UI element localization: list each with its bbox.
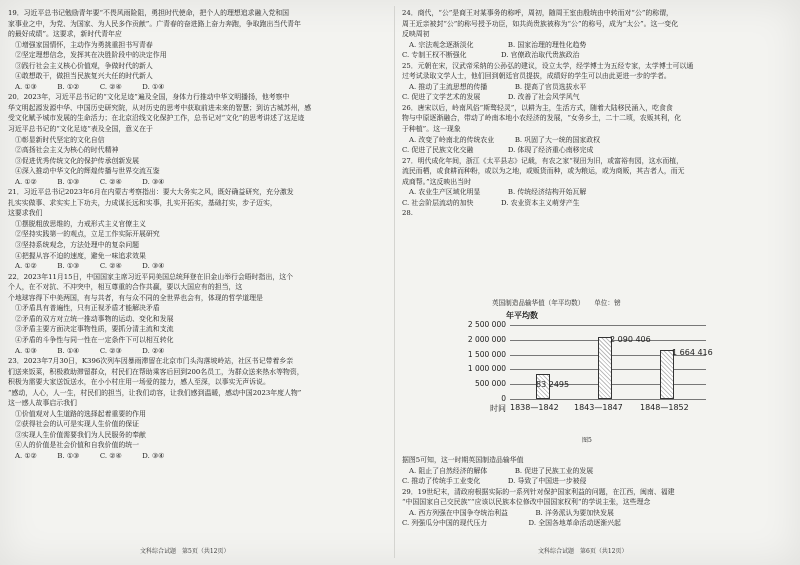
right-page-bottom bbox=[402, 455, 787, 529]
question-stem-line: 27．明代成化年间，浙江《太平县志》记载，有农之家“视田为旧，或富裕有园，这水而植， bbox=[402, 156, 684, 165]
y-axis-title: 年平均数 bbox=[506, 311, 538, 320]
question-stem-line: 21．习近平总书记2023年6月在内蒙古考察指出：要大大务实之风，既好确益研究，充分激发 bbox=[8, 188, 294, 197]
statement-line: ①增强家国情怀，主动作为勇挑重担书写青春 bbox=[15, 40, 153, 49]
text-line: 据图5可知，这一时期英国制造品输华值 bbox=[402, 456, 524, 464]
y-tick-label: 0 bbox=[501, 394, 506, 403]
answer-options-line: A. 西方列强在中国争夺统治利益 B. 洋务派认为要加快发展 bbox=[409, 508, 614, 517]
text-line: 个地球容得下中美两国，有与共者，有与众不同的全世界也会有，体现的哲学道理是 bbox=[8, 293, 263, 302]
statement-line: ②获得社会的认可是实现人生价值的保证 bbox=[15, 420, 140, 429]
question-stem-line: 28. bbox=[402, 209, 413, 218]
page-divider bbox=[394, 6, 395, 558]
x-category-label: 1843—1847 bbox=[574, 403, 623, 412]
y-tick-label: 500 000 bbox=[474, 379, 506, 389]
answer-options-line: A. ①② B. ①③ C. ②④ D. ③④ bbox=[15, 262, 165, 271]
y-tick-label: 2 500 000 bbox=[467, 320, 506, 329]
text-line: 成商帮。”这反映出当时 bbox=[402, 177, 471, 186]
statement-line: ④敢想敢干，做担当民族复兴大任的时代新人 bbox=[15, 72, 153, 81]
question-stem-line: 25．元朝在宋，汉武帝采纳的公孙弘的建议，设立太学，经学博士为五经专家，太学博士可以通 bbox=[402, 61, 694, 70]
text-line: 物与中原逐渐融合，带动了岭南本地小农经济的发展，“女务乡土，二十二顷，农贩其利，化 bbox=[402, 114, 682, 123]
text-line: 流民而栖，或食耕而种粉，或以为之地，或贩货而种，或为粮运，或为商贩，其吉者人，而无 bbox=[402, 167, 685, 176]
x-category-label: 1838—1842 bbox=[510, 403, 559, 412]
statement-line: ③实现人生价值需要我们为人民服务的奉献 bbox=[15, 430, 146, 439]
question-stem-line: 26．唐宋以后，岭南风俗“斯骜轻灵”，以耕为主，生活方式，随着大陆移民涌入，吃食食 bbox=[402, 103, 673, 112]
left-page bbox=[8, 8, 393, 462]
bar bbox=[598, 337, 612, 399]
text-line: C. 促进了文学艺术的发展 D. 改善了社会风学风气 bbox=[402, 93, 580, 102]
statement-line: ④人的价值是社会价值和自我价值的统一 bbox=[15, 441, 140, 450]
gridline bbox=[510, 399, 706, 400]
statement-line: ③矛盾主要方面决定事物性质，要抓分清主流和支流 bbox=[15, 325, 174, 334]
answer-options-line: A. ①③ B. ①④ C. ②③ D. ②④ bbox=[15, 346, 165, 355]
right-footer: 文科综合试题 第6页（共12页） bbox=[538, 548, 628, 555]
text-line: 华文明起源发源中华、中国历史研究院，从对历史的思考中获取前进未来的智慧；到访古城苏州，感 bbox=[8, 103, 312, 112]
text-line: 过考试录取文学人士，他们回到朝廷官员提拔，成绩好的学生可以由此更进一步的学者。 bbox=[402, 72, 671, 81]
data-label: 83 2495 bbox=[536, 380, 570, 390]
question-stem-line: 22．2023年11月15日，中国国家主席习近平同美国总统拜登在旧金山举行会晤时指出，这个 bbox=[8, 272, 294, 281]
statement-line: ②高扬社会主义为核心的时代精神 bbox=[15, 146, 119, 155]
bar-chart bbox=[462, 297, 712, 443]
data-label: 2 090 406 bbox=[610, 335, 651, 345]
statement-line: ③践行社会主义核心价值观，争做时代的新人 bbox=[15, 61, 153, 70]
text-line: 这要求我们 bbox=[8, 209, 43, 218]
statement-line: ④深入推动中华文化的辉煌传播与世界交流互鉴 bbox=[15, 167, 160, 176]
x-category-label: 1848—1852 bbox=[640, 403, 689, 412]
text-line: 个人，在不对抗、不冲突中，相互尊重的合作共赢，要以大国应有的担当，这 bbox=[8, 283, 243, 292]
answer-options-line: A. ①③ B. ①② C. ②④ D. ①④ bbox=[15, 82, 165, 91]
text-line: C. 社会阶层流动的加快 D. 农业资本主义萌芽产生 bbox=[402, 198, 580, 207]
text-line: 家事业之中，为党、为国家、为人民多作贡献”。广青春的奋进路上奋力奔跑，争取跑出当代青年 bbox=[8, 19, 301, 28]
statement-line: ③坚持系统观念，方法处理中的复杂问题 bbox=[15, 241, 140, 250]
right-page-top bbox=[402, 8, 787, 219]
answer-options-line: A. ①② B. ①③ C. ②④ D. ③④ bbox=[15, 177, 165, 186]
text-line: 习近平总书记的“文化足迹”表及全国，意义在于 bbox=[8, 125, 153, 134]
question-stem-line: 24．商代，“公”是商王对某事务的称呼，周初，随周王室由殷统由中转而对“公”的称谓， bbox=[402, 9, 673, 17]
answer-options-line: A. 农业生产区域化明显 B. 传统经济结构开始瓦解 bbox=[409, 188, 587, 197]
chart-title: 英国制造品输华值（年平均数） 单位：镑 bbox=[492, 299, 621, 307]
data-label: 1 664 416 bbox=[672, 347, 713, 357]
statement-line: ①摆脱粗放思维的，力戒形式主义官僚主义 bbox=[15, 219, 146, 228]
question-stem-line: 23．2023年7月30日，K396次列车因暴雨滞留在北京市门头沟落坡岭站，社区书记带着乡亲 bbox=[8, 357, 294, 366]
question-stem-line: 19．习近平总书记勉励青年要“不畏风雨险阻，勇担时代使命，把个人的理想追求融入党和国 bbox=[8, 9, 290, 17]
statement-line: ④把握从容不迫的速度，避免一味追求效果 bbox=[15, 251, 146, 260]
text-line: 于种植”。这一现象 bbox=[402, 125, 461, 134]
statement-line: ④矛盾的斗争性与同一性在一定条件下可以相互转化 bbox=[15, 335, 174, 344]
text-line: 扎实实做事、求实实上下功夫，力成谋长远和实事，扎实开拓实，基础打实，步子迈实， bbox=[8, 198, 277, 207]
statement-line: ②坚定理想信念，发挥其在决胜阶段中的决定作用 bbox=[15, 51, 167, 60]
text-line: 们送来饭菜，积极救助滞留群众，村民们在帮助乘客后回到200名员工，为群众送来热水等物资， bbox=[8, 367, 304, 376]
text-line: C. 推动了传统手工业变化 D. 导致了中国进一步被侵 bbox=[402, 477, 587, 486]
text-line: C. 列强瓜分中国的现代压力 D. 全国各地革命活动逐渐兴起 bbox=[402, 519, 621, 528]
question-stem-line: 29．19世纪末，清政府根据实际的一系列针对保护国家利益的问题，在江西，闽南、福建 bbox=[402, 487, 675, 496]
statement-line: ①价值观对人生道路的选择起着重要的作用 bbox=[15, 409, 146, 418]
left-footer: 文科综合试题 第5页（共12页） bbox=[140, 548, 230, 555]
text-line: C. 专制王权不断强化 D. 官僚政治取代贵族政治 bbox=[402, 51, 580, 60]
text-line: C. 促进了民族文化交融 D. 体现了经济重心南移完成 bbox=[402, 146, 594, 155]
text-line: “中国国家自己交民族”“应该以民族本位修改中国国家权利“的学说主张，这些理念 bbox=[402, 498, 651, 507]
text-line: 这一感人故事启示我们 bbox=[8, 399, 77, 408]
statement-line: ①彰显新时代坚定的文化自信 bbox=[15, 135, 105, 144]
text-line: “感动，人心，人一生，村民们的担当，让我们动容，让我们感到温暖，感动中国2023年度人物” bbox=[8, 388, 302, 397]
statement-line: ③促进优秀传统文化的保护传承创新发展 bbox=[15, 156, 140, 165]
y-tick-label: 2 000 000 bbox=[467, 334, 506, 344]
gridline bbox=[510, 325, 706, 326]
text-line: 反映周初 bbox=[402, 30, 430, 39]
text-line: 的最好成绩”。这要求，新时代青年应 bbox=[8, 30, 122, 39]
statement-line: ①矛盾具有普遍性，只有正视矛盾才能解决矛盾 bbox=[15, 304, 160, 313]
figure-caption: 图5 bbox=[582, 437, 592, 444]
text-line: 积极为需要大家送饭送水，在小小村庄用一场爱的接力，感人至深，以事实无声诉说。 bbox=[8, 378, 270, 387]
answer-options-line: A. 改变了岭南北的传统农业 B. 巩固了大一统的国家政权 bbox=[409, 135, 601, 144]
y-tick-label: 1 000 000 bbox=[467, 364, 506, 374]
x-axis-prefix: 时间 bbox=[490, 404, 506, 413]
bar bbox=[660, 350, 674, 399]
answer-options-line: A. ①② B. ①③ C. ②④ D. ③④ bbox=[15, 451, 165, 460]
answer-options-line: A. 推动了主流思想的传播 B. 提高了官员选拔水平 bbox=[409, 82, 587, 91]
statement-line: ②矛盾的双方对立统一推动事物的运动、变化和发展 bbox=[15, 314, 174, 323]
text-line: 受文化赋予城市发展的生命活力；在北京沿线文化保护工作，总书记对“文化”的思考讲述了这足迹 bbox=[8, 114, 305, 123]
answer-options-line: A. 阻止了自然经济的解体 B. 促进了民族工业的发展 bbox=[409, 466, 594, 475]
statement-line: ②坚持实践第一的观点，立足工作实际开展研究 bbox=[15, 230, 160, 239]
y-tick-label: 1 500 000 bbox=[467, 349, 506, 359]
text-line: 周王近亲被封“公”的称号授予功臣，如共尚贵族被称为“公”的称号，成为“太公”。这一变化 bbox=[402, 19, 679, 28]
question-stem-line: 20．2023年，习近平总书记的“文化足迹”遍及全国，身体力行推动中华文明播扬，他考察中 bbox=[8, 93, 290, 102]
answer-options-line: A. 宗法观念逐渐淡化 B. 国家治理的理性化趋势 bbox=[409, 40, 587, 49]
